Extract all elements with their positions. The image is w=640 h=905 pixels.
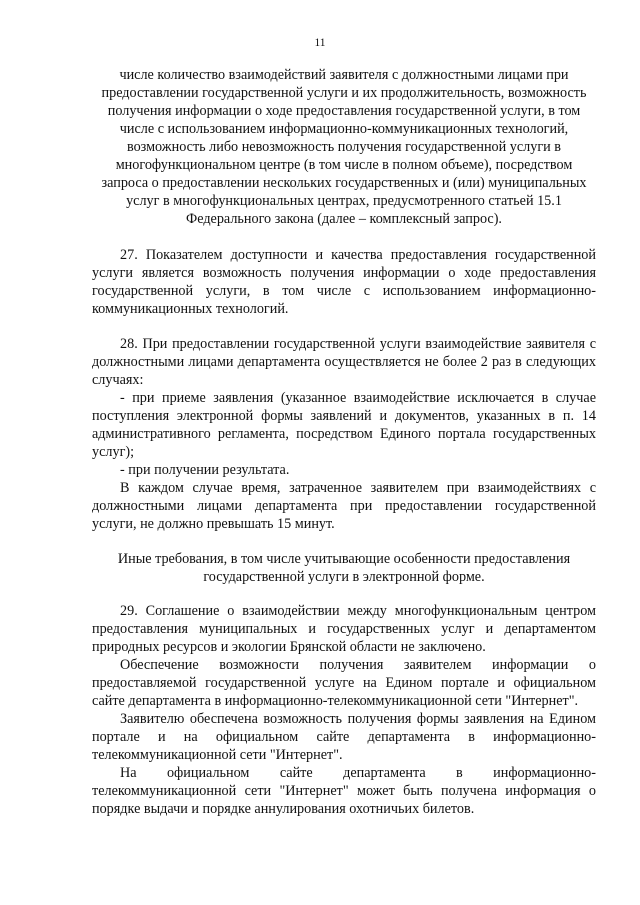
section-heading: Иные требования, в том числе учитывающие особенности предоставления государственной услуги в электронной форме. — [117, 551, 571, 585]
intro-paragraph: числе количество взаимодействий заявителя с должностными лицами при предоставлении государственной услуги и их продолжительность, возможность получения информации о ходе предоставления государственной услуги, в том числе с использованием информационно-коммуникационных технологий, возможность либо невозможность получения государственной услуги в многофункциональном центре (в том числе в полном объеме), посредством запроса о предоставлении нескольких государственных и (или) муниципальных услуг в многофункциональных центрах, предусмотренного статьей 15.1 Федерального закона (далее – комплексный запрос). — [101, 67, 587, 227]
item-28-time-limit: В каждом случае время, затраченное заявителем при взаимодействиях с должностными лицами департамента при предоставлении государственной услуги, не должно превышать 15 минут. — [92, 480, 596, 532]
info-availability-paragraph: Обеспечение возможности получения заявителем информации о предоставляемой государственной услуге на Едином портале и официальном сайте департамента в информационно-телекоммуникационной сети "Интернет". — [92, 657, 596, 709]
spacer — [92, 228, 596, 246]
item-28-case-1: - при приеме заявления (указанное взаимодействие исключается в случае поступления электронной формы заявлений и документов, указанных в п. 14 административного регламента, посредством Единого портала государственных услуг); — [92, 390, 596, 460]
form-availability-paragraph: Заявителю обеспечена возможность получения формы заявления на Едином портале и на официальном сайте департамента в информационно-телекоммуникационной сети "Интернет". — [92, 711, 596, 763]
hunting-tickets-paragraph: На официальном сайте департамента в информационно-телекоммуникационной сети "Интернет" может быть получена информация о порядке выдачи и порядке аннулирования охотничьих билетов. — [92, 765, 596, 817]
spacer — [92, 586, 596, 602]
item-29-paragraph: 29. Соглашение о взаимодействии между многофункциональным центром предоставления муниципальных и государственных услуг и департаментом природных ресурсов и экологии Брянской области не заключено. — [92, 603, 596, 655]
spacer — [92, 533, 596, 550]
item-28-case-2: - при получении результата. — [120, 462, 290, 478]
spacer — [92, 318, 596, 335]
page-number: 11 — [314, 37, 326, 49]
document-body — [92, 66, 596, 818]
item-28-paragraph: 28. При предоставлении государственной услуги взаимодействие заявителя с должностными лицами департамента осуществляется не более 2 раз в следующих случаях: — [92, 336, 596, 388]
item-27-paragraph: 27. Показателем доступности и качества предоставления государственной услуги является возможность получения информации о ходе предоставления государственной услуги, в том числе с использованием информационно-коммуникационных технологий. — [92, 247, 596, 317]
